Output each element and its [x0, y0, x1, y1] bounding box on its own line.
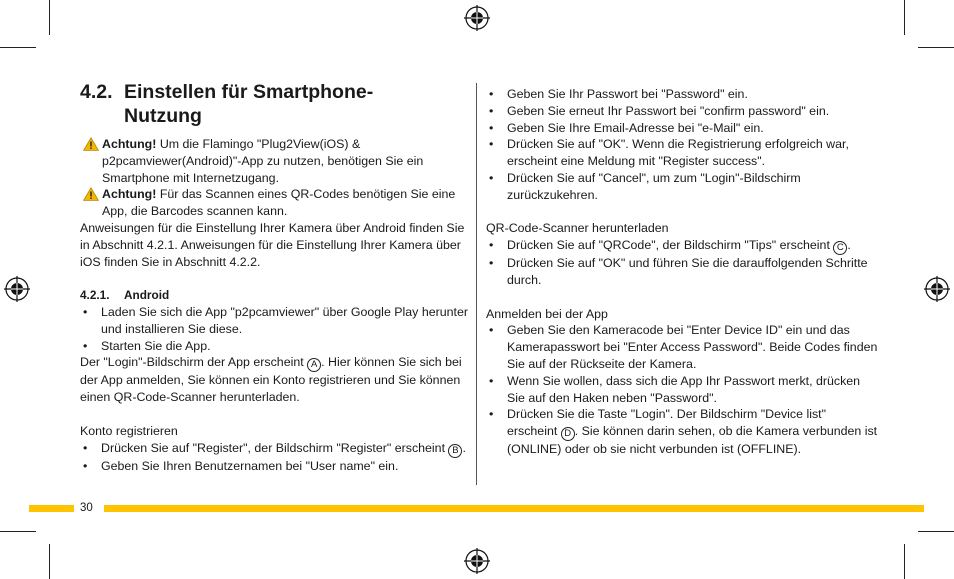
- konto-heading: Konto registrieren: [80, 423, 178, 438]
- warning-text: Um die Flamingo "Plug2View(iOS) & p2pcamviewer(Android)"-App zu nutzen, benötigen Sie ein Smartphone mit Internetzugang.: [102, 137, 424, 185]
- subsection-heading: [80, 287, 470, 304]
- anmelden-steps-list: [486, 322, 878, 458]
- warning-note: [80, 136, 470, 186]
- crop-mark: [49, 0, 50, 35]
- android-steps-list: [80, 304, 470, 354]
- list-item: • Drücken Sie auf "OK". Wenn die Registrierung erfolgreich war, erscheint eine Meldung mit "Register success".: [489, 137, 849, 169]
- anmelden-heading: Anmelden bei der App: [486, 306, 608, 321]
- marker-a: A: [307, 358, 321, 372]
- warning-label: Achtung!: [102, 187, 157, 202]
- warning-note: [80, 186, 470, 220]
- marker-c: C: [833, 241, 847, 255]
- section-heading: [80, 80, 470, 128]
- left-column: [80, 80, 470, 474]
- list-item: • Drücken Sie auf "OK" und führen Sie die darauffolgenden Schritte durch.: [489, 256, 868, 287]
- list-item: • Geben Sie Ihren Benutzernamen bei "User name" ein.: [83, 458, 399, 473]
- list-item: • Drücken Sie auf "Cancel", um zum "Login"-Bildschirm zurückzukehren.: [489, 170, 801, 202]
- list-item: • Drücken Sie auf "Register", der Bildschirm "Register" erscheint B .: [83, 440, 466, 456]
- column-divider: [476, 83, 477, 485]
- marker-d: D: [561, 427, 575, 441]
- list-item: • Geben Sie erneut Ihr Passwort bei "confirm password" ein.: [489, 103, 830, 118]
- footer-accent-bar: [29, 505, 74, 512]
- registration-mark-icon: [4, 276, 30, 302]
- section-number: 4.2.: [80, 81, 113, 103]
- registration-mark-icon: [464, 548, 490, 574]
- crop-mark: [918, 47, 954, 48]
- crop-mark: [0, 47, 36, 48]
- intro-paragraph: Anweisungen für die Einstellung Ihrer Kamera über Android finden Sie in Abschnitt 4.2.1. Anweisungen für die Einstellung Ihrer Kamera über iOS finden Sie in Abschnitt 4.2.2.: [80, 220, 465, 269]
- crop-mark: [918, 531, 954, 532]
- list-item: • Geben Sie Ihre Email-Adresse bei "e-Mail" ein.: [489, 120, 764, 135]
- list-item: • Starten Sie die App.: [83, 338, 211, 353]
- list-item: • Drücken Sie auf "QRCode", der Bildschirm "Tips" erscheint C .: [489, 238, 851, 254]
- right-column: [486, 86, 878, 458]
- list-item: • Drücken Sie die Taste "Login". Der Bildschirm "Device list" erscheint D . Sie können darin sehen, ob die Kamera verbunden ist (ONLINE) oder ob sie nicht verbunden ist (OFFLINE).: [489, 407, 878, 457]
- list-item: • Geben Sie Ihr Passwort bei "Password" ein.: [489, 87, 748, 101]
- konto-steps-continued: [486, 86, 878, 204]
- list-item: • Laden Sie sich die App "p2pcamviewer" über Google Play herunter und installieren Sie diese.: [83, 304, 468, 336]
- list-item: • Wenn Sie wollen, dass sich die App Ihr Passwort merkt, drücken Sie auf den Haken neben "Password".: [489, 373, 861, 405]
- qr-heading: QR-Code-Scanner herunterladen: [486, 221, 669, 236]
- list-item: • Geben Sie den Kameracode bei "Enter Device ID" ein und das Kamerapasswort bei "Enter Access Password". Beide Codes finden Sie auf der Rückseite der Kamera.: [489, 323, 878, 371]
- konto-steps-list: [80, 440, 470, 475]
- registration-mark-icon: [924, 276, 950, 302]
- registration-mark-icon: [464, 5, 490, 31]
- subsection-title: Android: [124, 288, 170, 303]
- crop-mark: [49, 544, 50, 579]
- qr-steps-list: [486, 237, 878, 289]
- warning-triangle-icon: [83, 137, 99, 151]
- marker-b: B: [448, 444, 462, 458]
- footer-accent-bar: [104, 505, 924, 512]
- crop-mark: [0, 531, 36, 532]
- crop-mark: [904, 0, 905, 35]
- login-paragraph: Der "Login"-Bildschirm der App erscheint A . Hier können Sie sich bei der App anmelden, Sie können ein Konto registrieren und Sie können einen QR-Code-Scanner herunterladen.: [80, 355, 462, 405]
- page-number: 30: [80, 502, 93, 514]
- warning-text: Für das Scannen eines QR-Codes benötigen Sie eine App, die Barcodes scannen kann.: [102, 187, 456, 219]
- crop-mark: [904, 544, 905, 579]
- warning-triangle-icon: [83, 187, 99, 201]
- subsection-number: 4.2.1.: [80, 288, 110, 303]
- warning-label: Achtung!: [102, 137, 157, 151]
- section-title: Einstellen für Smartphone-Nutzung: [124, 81, 374, 127]
